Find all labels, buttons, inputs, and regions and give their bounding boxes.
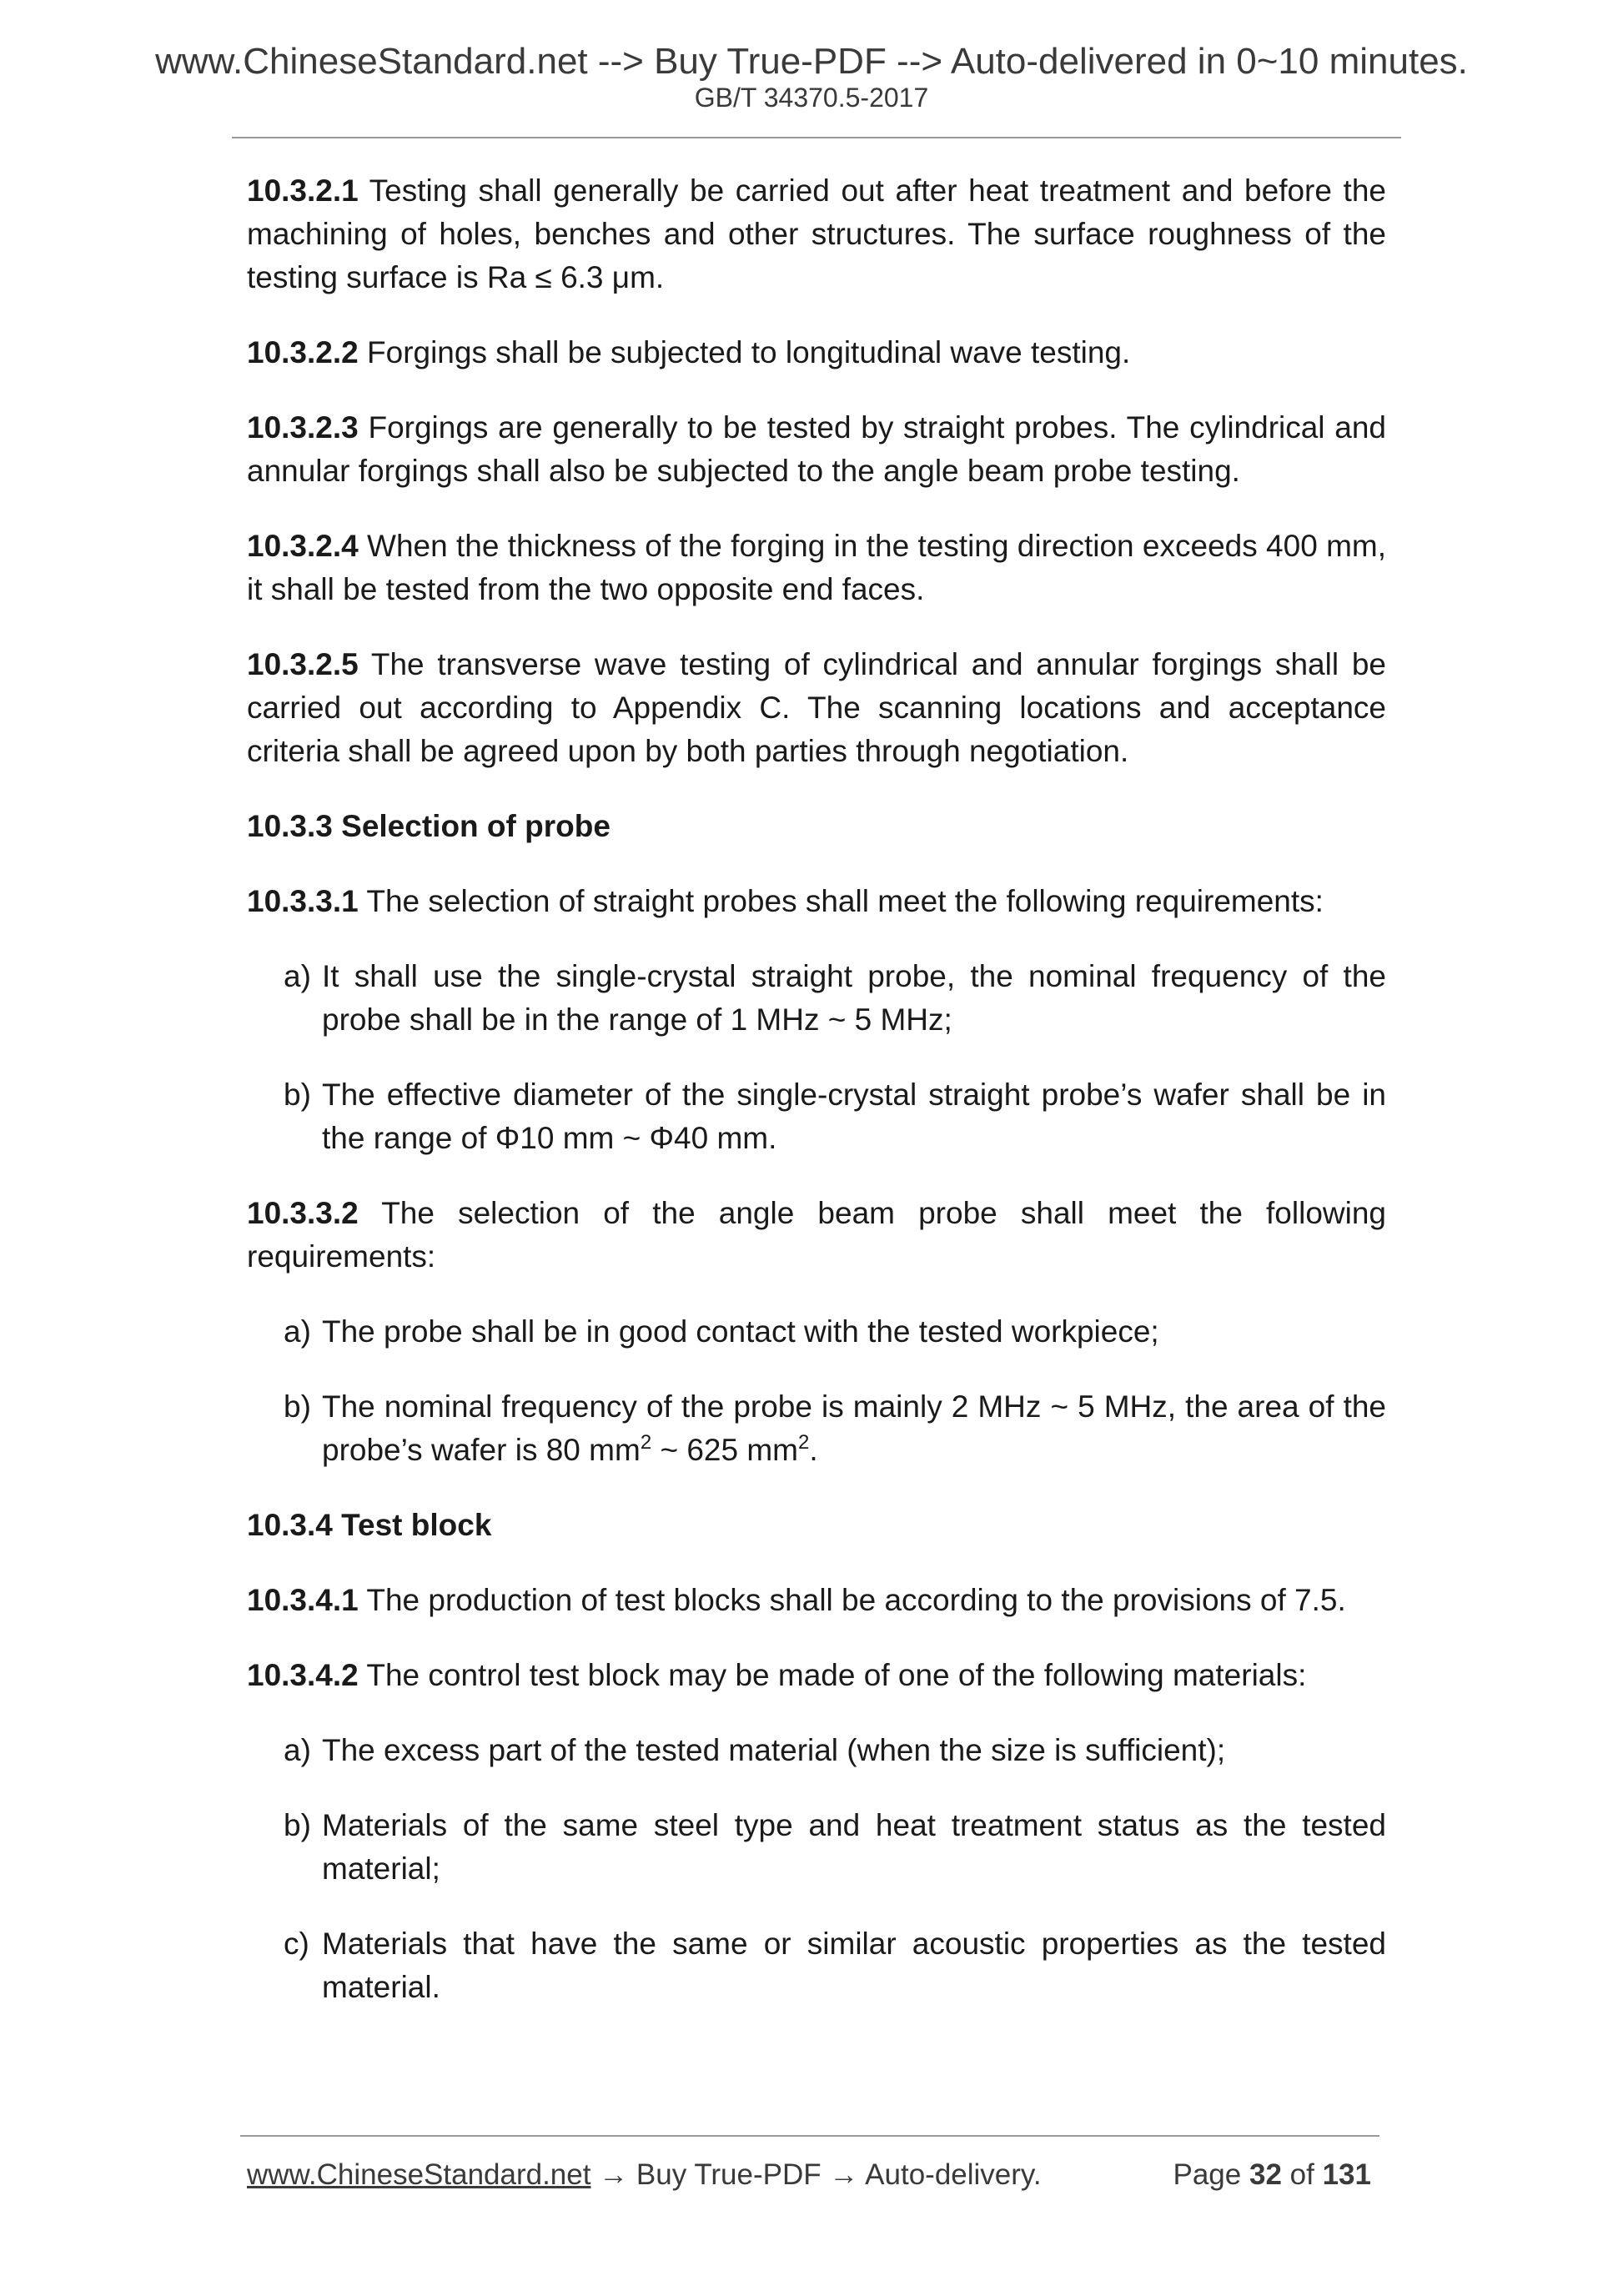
clause-10-3-3-2: [247, 1192, 1386, 1279]
list-item: [284, 1729, 1386, 1772]
top-banner: www.ChineseStandard.net --> Buy True-PDF --> Auto-delivered in 0~10 minutes.: [155, 41, 1468, 82]
section-heading-probe-selection: 10.3.3 Selection of probe: [247, 809, 611, 843]
superscript: 2: [640, 1431, 652, 1454]
clause-text: The transverse wave testing of cylindrical and annular forgings shall be carried out according to Appendix C. The scanning locations and acceptance criteria shall be agreed upon by both parties through negotiation.: [247, 647, 1386, 768]
list-item-text: Materials that have the same or similar acoustic properties as the tested material.: [322, 1927, 1386, 2004]
clause-number: 10.3.4.2: [247, 1658, 359, 1692]
list-item-label: b): [284, 1078, 311, 1112]
page-word: Page: [1173, 2158, 1242, 2191]
clause-text: The production of test blocks shall be according to the provisions of 7.5.: [358, 1583, 1346, 1617]
section-heading-test-block: 10.3.4 Test block: [247, 1508, 492, 1542]
clause-10-3-3-1: [247, 880, 1386, 923]
footer-links: [247, 2158, 1042, 2193]
clause-text: Forgings shall be subjected to longitudinal wave testing.: [358, 335, 1131, 369]
clause-text: The selection of the angle beam probe shall meet the following requirements:: [247, 1196, 1386, 1274]
list-item-label: a): [284, 1733, 311, 1767]
page-number: 32: [1249, 2158, 1282, 2191]
list-item: [284, 1310, 1386, 1354]
text-segment: The nominal frequency of the probe is mainly 2 MHz ~ 5 MHz, the area of the probe’s wafer is 80 mm: [322, 1389, 1386, 1467]
clause-number: 10.3.2.3: [247, 410, 359, 445]
clause-10-3-2-1: [247, 169, 1386, 299]
list-item: [284, 1922, 1386, 2009]
list-item: [284, 1385, 1386, 1472]
list-item: [284, 1804, 1386, 1891]
clause-10-3-2-3: [247, 406, 1386, 493]
footer-link-text: → Buy True-PDF → Auto-delivery.: [590, 2158, 1042, 2191]
page-footer: [247, 2158, 1371, 2193]
header-divider: [232, 137, 1401, 138]
clause-number: 10.3.4.1: [247, 1583, 359, 1617]
clause-text: The selection of straight probes shall meet the following requirements:: [358, 884, 1324, 918]
clause-10-3-2-5: [247, 643, 1386, 773]
page-indicator: [1173, 2158, 1372, 2193]
footer-site-link[interactable]: www.ChineseStandard.net: [247, 2158, 591, 2191]
clause-number: 10.3.2.1: [247, 173, 359, 208]
of-word: of: [1289, 2158, 1314, 2191]
document-body: [247, 169, 1386, 2041]
list-item-text: It shall use the single-crystal straight probe, the nominal frequency of the probe shall be in the range of 1 MHz ~ 5 MHz;: [322, 959, 1386, 1037]
clause-10-3-4-2: [247, 1654, 1386, 1697]
list-item: [284, 1073, 1386, 1160]
standard-code: GB/T 34370.5-2017: [694, 83, 929, 113]
list-item-label: a): [284, 959, 311, 993]
clause-10-3-2-4: [247, 525, 1386, 611]
list-item-label: b): [284, 1389, 311, 1424]
clause-number: 10.3.3.2: [247, 1196, 359, 1230]
list-item-label: c): [284, 1927, 309, 1961]
list-item-label: b): [284, 1808, 311, 1842]
clause-number: 10.3.3.1: [247, 884, 359, 918]
total-pages: 131: [1322, 2158, 1371, 2191]
superscript: 2: [798, 1431, 810, 1454]
clause-10-3-4-1: [247, 1579, 1386, 1622]
footer-divider: [240, 2135, 1379, 2137]
clause-number: 10.3.2.2: [247, 335, 359, 369]
clause-text: When the thickness of the forging in the testing direction exceeds 400 mm, it shall be tested from the two opposite end faces.: [247, 529, 1386, 606]
clause-text: Forgings are generally to be tested by straight probes. The cylindrical and annular forgings shall also be subjected to the angle beam probe testing.: [247, 410, 1386, 488]
list-item-text: The effective diameter of the single-crystal straight probe’s wafer shall be in the range of Φ10 mm ~ Φ40 mm.: [322, 1078, 1386, 1155]
list-item-label: a): [284, 1314, 311, 1349]
text-segment: .: [809, 1433, 818, 1467]
list-item-text: The excess part of the tested material (when the size is sufficient);: [322, 1733, 1226, 1767]
list-item-text: [322, 1385, 1386, 1472]
text-segment: ~ 625 mm: [651, 1433, 798, 1467]
clause-number: 10.3.2.4: [247, 529, 359, 563]
list-item-text: The probe shall be in good contact with the tested workpiece;: [322, 1314, 1159, 1349]
list-item-text: Materials of the same steel type and heat treatment status as the tested material;: [322, 1808, 1386, 1886]
clause-10-3-2-2: [247, 331, 1386, 374]
clause-number: 10.3.2.5: [247, 647, 359, 681]
clause-text: The control test block may be made of one of the following materials:: [358, 1658, 1307, 1692]
list-item: [284, 955, 1386, 1042]
clause-text: Testing shall generally be carried out after heat treatment and before the machining of holes, benches and other structures. The surface roughness of the testing surface is Ra ≤ 6.3 μm.: [247, 173, 1386, 294]
